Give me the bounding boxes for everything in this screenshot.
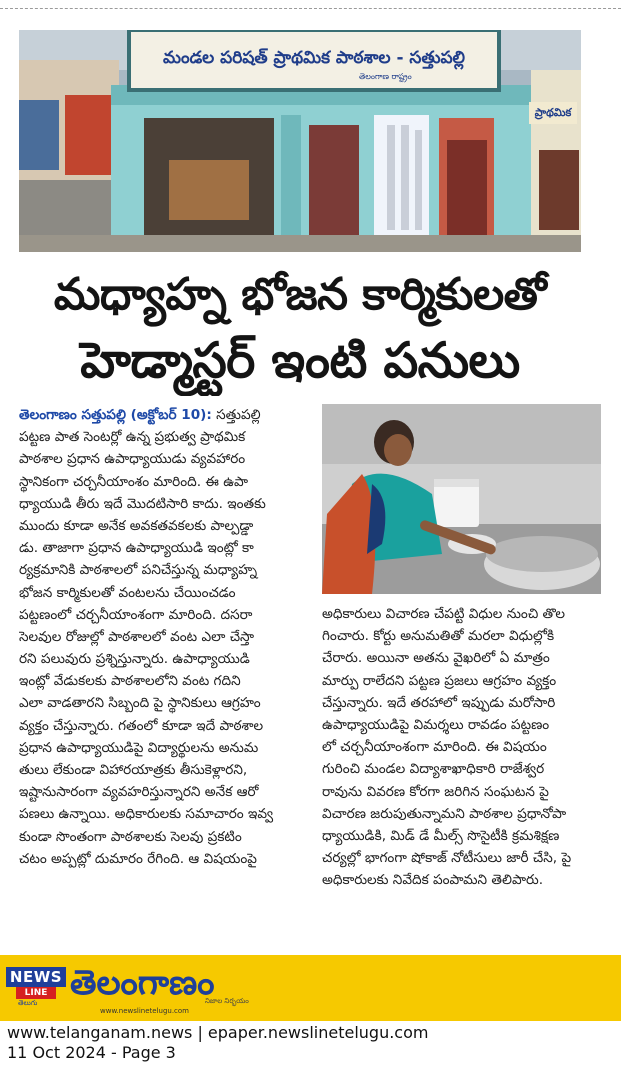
article-line: లో చర్చనీయాంశంగా మారింది. ఈ విషయం xyxy=(322,739,547,756)
footer-brand-bar xyxy=(0,955,621,1021)
footer-websites[interactable]: www.telanganam.news | epaper.newslinetelugu.com xyxy=(7,1023,429,1042)
article-line xyxy=(19,404,311,426)
article-right-column xyxy=(322,603,601,891)
worker-illustration xyxy=(322,404,601,594)
article-line: అధికారులు విచారణ చేపట్టి విధుల నుంచి తొల xyxy=(322,606,565,622)
footer-info xyxy=(0,1021,621,1076)
article-line: ర్యక్రమానికి పాఠశాలలో పనిచేస్తున్న మధ్యాహ్న xyxy=(19,562,258,579)
article-line: రావును వివరణ కోరగా జరిగిన సంఘటన పై xyxy=(322,783,549,800)
article-line: చేస్తున్నారు. ఇదే తరహాలో ఇప్పుడు మరోసారి xyxy=(322,694,556,711)
midday-meal-worker-photo xyxy=(322,404,601,594)
article-dateline: తెలంగాణం సత్తుపల్లి (అక్టోబర్ 10): xyxy=(19,407,212,423)
headline-line-2: హెడ్మాస్టర్ ఇంటి పనులు xyxy=(80,332,520,389)
newsline-logo-line: LINE xyxy=(16,987,56,999)
article-line: ఎలా వాడతారని సిబ్బంది పై స్థానికులు ఆగ్రహం xyxy=(19,695,261,712)
top-dashed-rule xyxy=(0,8,621,9)
article-line: విచారణ జరుపుతున్నామని పాఠశాల ప్రధానోపా xyxy=(322,805,567,822)
article-line: గురించి మండల విద్యాశాఖాధికారి రాజేశ్వర xyxy=(322,761,545,778)
newsline-logo-news: NEWS xyxy=(6,967,66,987)
footer-date-page: 11 Oct 2024 - Page 3 xyxy=(7,1043,176,1062)
article-line: ధ్యాయుడికి, మిడ్ డే మీల్స్ సొసైటీకి క్రమశిక్షణ xyxy=(322,827,560,844)
article-line: ధ్యాయుడి తీరు ఇదే మొదటిసారి కాదు. ఇంతకు xyxy=(19,495,266,512)
telanganam-logo: తెలంగాణం xyxy=(70,963,215,1003)
article-line: ముందు కూడా అనేక అవకతవకలకు పాల్పడ్డా xyxy=(19,517,254,534)
article-line: రని పలువురు ప్రశ్నిస్తున్నారు. ఉపాధ్యాయుడి xyxy=(19,651,250,668)
telanganam-tagline: నిజాల నిర్భయం xyxy=(205,997,249,1005)
article-line: పణలు ఉన్నాయి. అధికారులకు సమాచారం ఇవ్వ xyxy=(19,806,274,823)
article-line: భోజన కార్మికులతో వంటలను చేయించడం xyxy=(19,584,236,601)
article-line: డు. తాజాగా ప్రధాన ఉపాధ్యాయుడి ఇంట్లో కా xyxy=(19,540,254,557)
school-sign-text: మండల పరిషత్ ప్రాథమిక పాఠశాల - సత్తుపల్లి xyxy=(162,48,466,68)
telanganam-logo-url: www.newslinetelugu.com xyxy=(100,1007,189,1015)
article-line: ఇష్టానుసారంగా వ్యవహరిస్తున్నారని అనేక ఆరో xyxy=(19,784,259,801)
side-building-sign: ప్రాథమిక xyxy=(529,102,577,124)
newsline-logo xyxy=(6,967,66,1007)
article-line: కుండా సొంతంగా పాఠశాలకు సెలవు ప్రకటిం xyxy=(19,828,242,845)
school-building-photo xyxy=(19,30,581,252)
school-sign-subtext: తెలంగాణ రాష్ట్రం xyxy=(359,72,412,81)
newsline-logo-sub: తెలుగు xyxy=(18,999,38,1007)
headline-line-1: మధ్యాహ్న భోజన కార్మికులతో xyxy=(53,269,547,320)
article-left-column xyxy=(19,404,311,870)
article-line: పాఠశాల ప్రధాన ఉపాధ్యాయుడు వ్యవహారం xyxy=(19,451,246,468)
article-line: చటం అప్పట్లో దుమారం రేగింది. ఆ విషయంపై xyxy=(19,850,257,867)
article-line: గించారు. కోర్టు అనుమతితో మరలా విధుల్లోకి xyxy=(322,628,555,645)
article-line: పట్టణ పాత సెంటర్లో ఉన్న ప్రభుత్వ ప్రాథమిక xyxy=(19,429,246,446)
article-line: అధికారులకు నివేదిక పంపామని తెలిపారు. xyxy=(322,872,544,889)
article-line: చేరారు. అయినా అతను వైఖరిలో ఏ మాత్రం xyxy=(322,650,550,667)
article-line: స్థానికంగా చర్చనీయాంశం మారింది. ఈ ఉపా xyxy=(19,473,249,490)
article-line: వ్యక్తం చేస్తున్నారు. గతంలో కూడా ఇదే పాఠశాల xyxy=(19,717,264,734)
article-line: సెలవుల రోజుల్లో పాఠశాలలో వంట ఎలా చేస్తా xyxy=(19,628,255,645)
article-line: ఇంట్లో వేడుకలకు పాఠశాలలోని వంట గదిని xyxy=(19,673,241,690)
article-line: ప్రధాన ఉపాధ్యాయుడిపై విద్యార్థులను అనుమ xyxy=(19,739,259,756)
article-line: తులు లేకుండా విహారయాత్రకు తీసుకెళ్లారని, xyxy=(19,762,248,778)
article-line: మార్పు రాలేదని పట్టణ ప్రజలు ఆగ్రహం వ్యక్తం xyxy=(322,672,557,689)
article-line: పట్టణంలో చర్చనీయాంశంగా మారింది. దసరా xyxy=(19,606,253,623)
article-line: ఉపాధ్యాయుడిపై విమర్శలు రావడం పట్టణం xyxy=(322,716,550,733)
article-text: సత్తుపల్లి xyxy=(211,407,261,423)
article-line: చర్యల్లో భాగంగా షోకాజ్ నోటీసులు జారీ చేసి, పై xyxy=(322,850,572,867)
